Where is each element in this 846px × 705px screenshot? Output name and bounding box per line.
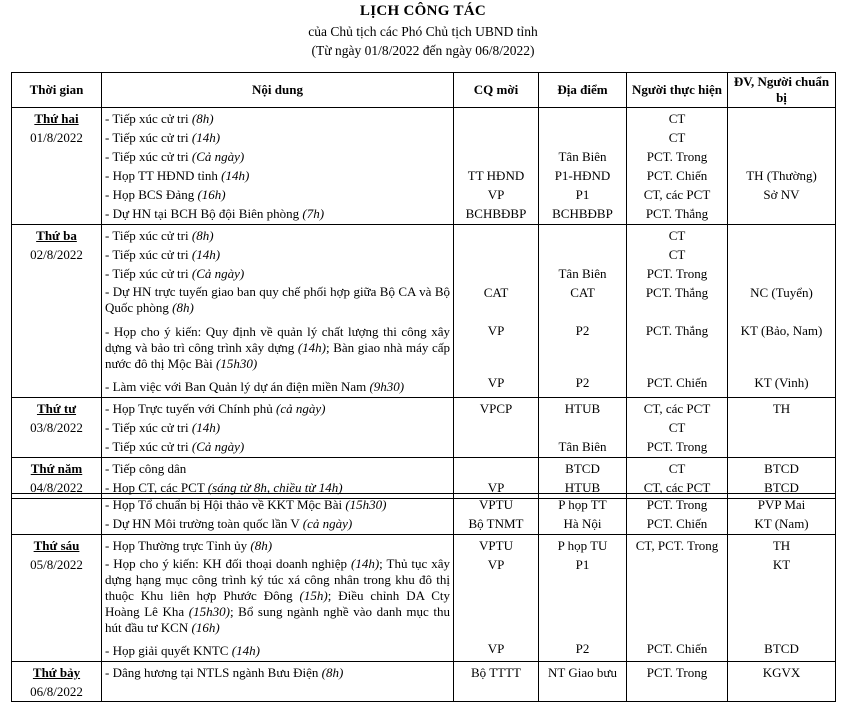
cell-text: Bộ TNMT (468, 516, 524, 531)
cell-text: (15h) (299, 588, 328, 603)
cell-text: KT (Vinh) (754, 375, 809, 390)
cell-text: KT (772, 557, 791, 572)
content-cell (102, 398, 454, 458)
cell-text: PCT. Thắng (645, 206, 709, 221)
cell-text: CT (668, 111, 686, 126)
cell-text (457, 128, 535, 147)
cell-text: PCT. Trong (646, 149, 708, 164)
schedule-table (11, 72, 836, 499)
day-cell (12, 494, 102, 535)
col-header-preparer: ĐV, Người chuẩn bị (728, 73, 836, 108)
cell-text: VPTU (479, 538, 513, 553)
cell-text (731, 128, 832, 147)
cell-text: P1 (575, 557, 590, 572)
schedule-table-continued (11, 493, 836, 702)
cell-text: PCT. Chiến (646, 375, 708, 390)
table-row (12, 535, 836, 662)
cell-text: (8h) (191, 111, 214, 126)
cell-text: TT HĐND (467, 168, 525, 183)
col-header-content: Nội dung (102, 73, 454, 108)
list-item (105, 147, 450, 166)
cell-text: HTUB (564, 401, 601, 416)
cell-text (542, 109, 623, 128)
cell-text: CAT (570, 285, 595, 300)
cell-text (457, 459, 535, 478)
cell-text: BCHBĐBP (465, 206, 527, 221)
cell-text: ; Bàn giao nhà máy cấp nước đô thị Mộc Bài (105, 340, 450, 371)
cell-text: - Tiếp xúc cử tri (105, 439, 192, 454)
list-item (105, 399, 450, 418)
cell-text: VPTU (479, 497, 513, 512)
list-item (105, 536, 450, 555)
cell-text: P1-HĐND (554, 168, 611, 183)
cell-text: BTCD (565, 461, 600, 476)
cell-text: (8h) (172, 300, 194, 315)
cell-text: CAT (483, 285, 509, 300)
cell-text: (cả ngày) (302, 516, 353, 531)
cell-text: - Làm việc với Ban Quản lý dự án điện miền Nam (105, 379, 370, 394)
cell-text: - Tiếp xúc cử tri (105, 420, 192, 435)
cell-text (457, 264, 535, 283)
cell-text: KGVX (762, 665, 801, 680)
list-item (105, 245, 450, 264)
list-item (105, 109, 450, 128)
inviter-cell (454, 398, 539, 458)
cell-text: PVP Mai (757, 497, 806, 512)
cell-text: - Dự HN Môi trường toàn quốc lần V (105, 516, 303, 531)
col-header-time: Thời gian (12, 73, 102, 108)
cell-text: VP (487, 557, 505, 572)
cell-text: BTCD (764, 480, 799, 495)
cell-text: (15h30) (345, 497, 387, 512)
cell-text: - Họp Tổ chuẩn bị Hội thảo về KKT Mộc Bài (105, 497, 346, 512)
cell-text: TH (772, 538, 791, 553)
cell-text: (15h30) (188, 604, 230, 619)
cell-text: PCT. Trong (646, 439, 708, 454)
cell-text (542, 226, 623, 245)
cell-text: (14h) (191, 247, 221, 262)
cell-text (457, 245, 535, 264)
inviter-cell (454, 225, 539, 398)
cell-text: P họp TT (558, 497, 607, 512)
cell-text: PCT. Thắng (645, 323, 709, 338)
cell-text: - Họp cho ý kiến: KH đối thoại doanh nghiệp (105, 556, 351, 571)
cell-text: (14h) (351, 556, 380, 571)
cell-text: CT (668, 130, 686, 145)
location-cell (539, 494, 627, 535)
cell-text: VP (487, 641, 505, 656)
cell-text: - Họp CT, các PCT (105, 480, 208, 495)
list-item (105, 226, 450, 245)
cell-text: PCT. Thắng (645, 285, 709, 300)
list-item (105, 204, 450, 223)
cell-text (731, 418, 832, 437)
cell-text: - Họp TT HĐND tỉnh (105, 168, 222, 183)
day-name: Thứ tư (36, 401, 77, 416)
cell-text: PCT. Trong (646, 266, 708, 281)
cell-text: - Tiếp xúc cử tri (105, 130, 192, 145)
list-item (105, 283, 450, 323)
cell-text: BTCD (764, 461, 799, 476)
col-header-inviter: CQ mời (454, 73, 539, 108)
list-item (105, 663, 450, 682)
cell-text: CT, các PCT (643, 480, 711, 495)
location-cell (539, 108, 627, 225)
list-item (105, 166, 450, 185)
cell-text: (8h) (321, 665, 344, 680)
day-date: 04/8/2022 (30, 480, 83, 495)
cell-text (731, 264, 832, 283)
cell-text: - Tiếp xúc cử tri (105, 111, 192, 126)
cell-text: (14h) (221, 168, 250, 183)
cell-text: - Tiếp xúc cử tri (105, 149, 192, 164)
cell-text: VP (487, 323, 505, 338)
cell-text: TH (Thường) (746, 168, 817, 183)
cell-text: Tân Biên (558, 439, 607, 454)
cell-text: P1 (575, 187, 590, 202)
cell-text: ; Điều chỉnh DA Cty Hoàng Lê Kha (105, 588, 450, 619)
list-item (105, 495, 450, 514)
cell-text: CT (668, 228, 686, 243)
cell-text (457, 109, 535, 128)
day-name: Thứ bảy (32, 665, 81, 680)
cell-text: CT, PCT. Trong (635, 538, 719, 553)
cell-text: - Tiếp xúc cử tri (105, 247, 192, 262)
day-date: 03/8/2022 (30, 420, 83, 435)
table-row (12, 225, 836, 398)
day-date: 01/8/2022 (30, 130, 83, 145)
cell-text (542, 418, 623, 437)
table-row (12, 494, 836, 535)
location-cell (539, 225, 627, 398)
cell-text: Bộ TTTT (471, 665, 521, 680)
cell-text: (14h) (191, 420, 221, 435)
cell-text: (Cả ngày) (191, 149, 245, 164)
day-date: 05/8/2022 (30, 557, 83, 572)
preparer-cell (728, 494, 836, 535)
cell-text: (14h) (191, 130, 221, 145)
preparer-cell (728, 398, 836, 458)
list-item (105, 555, 450, 641)
cell-text: ; Bổ sung ngành nghề vào danh mục thu hút đầu tư KCN (105, 604, 451, 635)
performer-cell (627, 225, 728, 398)
inviter-cell (454, 108, 539, 225)
cell-text (457, 418, 535, 437)
inviter-cell (454, 662, 539, 702)
cell-text (731, 245, 832, 264)
cell-text: - Dự HN tại BCH Bộ đội Biên phòng (105, 206, 303, 221)
preparer-cell (728, 535, 836, 662)
cell-text: PCT. Trong (646, 665, 708, 680)
schedule-date-range: (Từ ngày 01/8/2022 đến ngày 06/8/2022) (311, 43, 535, 58)
cell-text: (8h) (250, 538, 273, 553)
cell-text: Tân Biên (558, 266, 607, 281)
list-item (105, 264, 450, 283)
cell-text: PCT. Trong (646, 497, 708, 512)
day-name: Thứ năm (30, 461, 83, 476)
performer-cell (627, 398, 728, 458)
list-item (105, 514, 450, 533)
table-header-row (12, 73, 836, 108)
content-cell (102, 494, 454, 535)
cell-text: (14h) (231, 643, 260, 658)
cell-text: BCHBĐBP (552, 206, 613, 221)
col-header-performer: Người thực hiện (627, 73, 728, 108)
day-date: 02/8/2022 (30, 247, 83, 262)
cell-text: NT Giao bưu (548, 665, 617, 680)
cell-text (731, 226, 832, 245)
day-cell (12, 398, 102, 458)
cell-text: (16h) (197, 187, 226, 202)
list-item (105, 418, 450, 437)
cell-text: Sở NV (763, 187, 800, 202)
cell-text: ; Thủ tục xây dựng hạng mục công trình ký túc xá công nhân trong khu đô thị thuộc Khu liên hợp Phước Đông (105, 556, 450, 603)
day-cell (12, 108, 102, 225)
cell-text: (8h) (191, 228, 214, 243)
cell-text: CT, các PCT (643, 401, 711, 416)
cell-text: (cả ngày) (276, 401, 326, 416)
day-date: 06/8/2022 (30, 684, 83, 699)
location-cell (539, 662, 627, 702)
cell-text: PCT. Chiến (646, 168, 708, 183)
location-cell (539, 535, 627, 662)
cell-text: NC (Tuyển) (750, 285, 813, 300)
cell-text: PCT. Chiến (646, 641, 708, 656)
cell-text: BTCD (764, 641, 799, 656)
content-cell (102, 108, 454, 225)
cell-text: P2 (575, 375, 590, 390)
cell-text: KT (Bảo, Nam) (740, 323, 823, 338)
cell-text: (15h30) (216, 356, 258, 371)
cell-text: (Cả ngày) (191, 266, 245, 281)
table-row (12, 398, 836, 458)
list-item (105, 437, 450, 456)
content-cell (102, 662, 454, 702)
performer-cell (627, 662, 728, 702)
cell-text (731, 437, 832, 456)
cell-text (542, 128, 623, 147)
cell-text: (14h) (297, 340, 327, 355)
cell-text (457, 226, 535, 245)
cell-text: - Tiếp công dân (105, 461, 187, 476)
cell-text: VP (487, 187, 505, 202)
day-cell (12, 535, 102, 662)
cell-text: - Tiếp xúc cử tri (105, 228, 192, 243)
day-name: Thứ ba (36, 228, 77, 243)
cell-text (731, 147, 832, 166)
preparer-cell (728, 662, 836, 702)
cell-text (457, 437, 535, 456)
cell-text: P2 (575, 641, 590, 656)
cell-text: - Dự HN trực tuyến giao ban quy chế phối hợp giữa Bộ CA và Bộ Quốc phòng (105, 284, 450, 315)
cell-text: (9h30) (369, 379, 405, 394)
cell-text: VP (487, 375, 505, 390)
cell-text: - Họp cho ý kiến: Quy định về quản lý chất lượng thi công xây dựng và bảo trì công trình xây dựng (105, 324, 450, 355)
cell-text: Tân Biên (558, 149, 607, 164)
day-cell (12, 662, 102, 702)
cell-text: - Tiếp xúc cử tri (105, 266, 192, 281)
performer-cell (627, 108, 728, 225)
cell-text: Hà Nội (563, 516, 602, 531)
schedule-subtitle: của Chủ tịch các Phó Chủ tịch UBND tỉnh (308, 24, 538, 39)
cell-text: - Họp Thường trực Tỉnh ủy (105, 538, 251, 553)
list-item (105, 185, 450, 204)
inviter-cell (454, 535, 539, 662)
cell-text: CT (668, 247, 686, 262)
list-item (105, 641, 450, 660)
cell-text: - Họp BCS Đảng (105, 187, 198, 202)
cell-text (457, 147, 535, 166)
cell-text: - Họp Trực tuyến với Chính phủ (105, 401, 277, 416)
cell-text: HTUB (564, 480, 601, 495)
day-name: Thứ sáu (33, 538, 80, 553)
list-item (105, 323, 450, 377)
table-row (12, 108, 836, 225)
day-name: Thứ hai (34, 111, 79, 126)
cell-text (731, 109, 832, 128)
cell-text: (sáng từ 8h, chiều từ 14h) (207, 480, 343, 495)
cell-text: (7h) (302, 206, 325, 221)
cell-text (542, 245, 623, 264)
content-cell (102, 225, 454, 398)
inviter-cell (454, 494, 539, 535)
cell-text: CT, các PCT (643, 187, 711, 202)
cell-text: - Họp giải quyết KNTC (105, 643, 232, 658)
cell-text: (Cả ngày) (191, 439, 245, 454)
cell-text: CT (668, 420, 686, 435)
cell-text: P họp TU (557, 538, 608, 553)
cell-text (630, 555, 724, 639)
day-cell (12, 225, 102, 398)
cell-text: P2 (575, 323, 590, 338)
cell-text: CT (668, 461, 686, 476)
schedule-title: LỊCH CÔNG TÁC (359, 3, 487, 19)
table-row (12, 662, 836, 702)
preparer-cell (728, 108, 836, 225)
cell-text: PCT. Chiến (646, 516, 708, 531)
list-item (105, 377, 450, 396)
cell-text: KT (Nam) (754, 516, 809, 531)
performer-cell (627, 494, 728, 535)
location-cell (539, 398, 627, 458)
cell-text: (16h) (191, 620, 220, 635)
performer-cell (627, 535, 728, 662)
cell-text: VPCP (479, 401, 513, 416)
list-item (105, 459, 450, 478)
col-header-location: Địa điểm (539, 73, 627, 108)
preparer-cell (728, 225, 836, 398)
cell-text: VP (487, 480, 505, 495)
cell-text: - Dâng hương tại NTLS ngành Bưu Điện (105, 665, 322, 680)
cell-text: TH (772, 401, 791, 416)
content-cell (102, 535, 454, 662)
list-item (105, 128, 450, 147)
cell-text (731, 204, 832, 223)
